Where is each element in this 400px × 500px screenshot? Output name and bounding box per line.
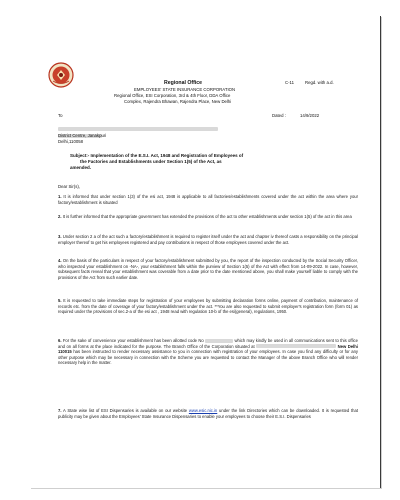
paragraph-7-number: 7. xyxy=(58,408,62,413)
paragraph-5 xyxy=(58,298,358,315)
esic-website-link[interactable]: www.esic.nic.in xyxy=(188,408,218,413)
paragraph-6-text-d: has been instructed to render necessary assistance to you in connection with registration of your employees. In case you find any difficulty or for any other purpose which may be necessary in connection with the Scheme you are requested to contact the Manager of the above Branch Office who will render necessary help in the matter. xyxy=(58,349,358,366)
paragraph-6-number: 6. xyxy=(58,338,62,343)
redacted-code-number xyxy=(205,339,233,343)
paragraph-3 xyxy=(58,234,358,245)
to-label: To xyxy=(58,113,63,118)
paragraph-2-number: 2. xyxy=(58,214,62,219)
subject-line-1: Subject:- Implementation of the E.S.I. Act, 1948 and Registration of Employees of xyxy=(70,153,244,158)
paragraph-4-number: 4. xyxy=(58,258,62,263)
paragraph-7-text-b: under the link Directories which can be downloaded. It is requested that publicity may be given about the Employees' State Insurance Dispensaries to enable your employees to choose their E.S.I. Dispensaries xyxy=(58,408,359,419)
address-line-2: Complex, Rajendra Bhawan, Rajendra Place, New Delhi xyxy=(124,99,232,104)
regd-label: Regd. with a.d. xyxy=(305,80,334,85)
paragraph-2 xyxy=(58,214,358,220)
paragraph-7 xyxy=(58,408,358,419)
dated-label: Dated : xyxy=(272,113,286,118)
addressee-city: Delhi,110058 xyxy=(58,139,84,144)
paragraph-4-text: On the basis of the particulars in respect of your factory/establishment submitted by you, the report of the inspection conducted by the Social Security Officer, who inspected your establishment on -NA-, your establishment falls within the purview of Section 1(5) of the Act with effect from 14-09-2022. In case, however, subsequent facts reveal that your establishment was coverable from a date prior to the date mentioned above, you shall make yourself liable to comply with the provisions of the Act from such earlier date. xyxy=(58,258,358,280)
paragraph-4 xyxy=(58,258,358,280)
paragraph-1-number: 1. xyxy=(58,194,62,199)
paragraph-1-text: It is informed that under section 1(3) of the esi act, 1948 is applicable to all factories/establishments covered under the act within the area where your factory/establishment is situated xyxy=(58,194,358,205)
paragraph-5-number: 5. xyxy=(58,298,62,303)
paragraph-6 xyxy=(58,338,358,366)
addressee-district: District Centre, Janakpuri xyxy=(58,133,107,138)
paragraph-5-text: It is requested to take immediate steps for registration of your employees by submitting declaration forms online, payment of contribution, maintenance of records etc. from the date of coverage of your factory/establishment under the act. **You are also requested to submit employer's registration form (form 01) as required under the provisions of sec.2-a of the esi act , 1948 read with regulation 10-b of the esi(general), regulations, 1950. xyxy=(58,298,358,315)
paragraph-2-text: It is further informed that the appropriate government has extended the provisions of the act to other establishments under section 1(5) of the act in this area xyxy=(62,214,352,219)
paragraph-6-text-b: which may kindly be used in all communications sent to this office and on all forms at the place indicated for the purpose. The Branch Office of the Corporation situated at xyxy=(58,338,358,349)
paragraph-6-text-a: For the sake of convenience your establishment has been allotted code No xyxy=(62,338,204,343)
paragraph-7-text-a: A State wise list of ESI Dispensaries is available on our website xyxy=(63,408,188,413)
office-title: Regional Office xyxy=(164,80,203,86)
subject-line-3: amended. xyxy=(70,164,92,170)
corporation-name: EMPLOYEES' STATE INSURANCE CORPORATION xyxy=(134,87,236,92)
address-line-1: Regional Office, ESI Corporation, 3rd & 4th Floor, DDA Office xyxy=(114,93,231,98)
salutation: Dear Sir(s), xyxy=(58,184,80,189)
esic-logo-icon xyxy=(48,62,74,88)
paragraph-1 xyxy=(58,194,358,205)
subject-line-2: the Factories and Establishments under Section 1(5) of the Act, as xyxy=(80,158,222,164)
form-code: C-11 xyxy=(285,80,294,85)
redacted-branch-address xyxy=(256,344,336,348)
paragraph-3-text: Under section 2 a of the act such a factory/establishment is required to register itself under the act and chapter iv thereof casts a responsibility on the principal employer thereof to get his employees registered and pay contributions in respect of those employees covered under the act. xyxy=(58,234,358,245)
paragraph-6-branch-city: New Delhi 110015 xyxy=(58,343,358,355)
dated-value: 14/9/2022 xyxy=(300,113,320,118)
paragraph-3-number: 3. xyxy=(58,234,62,239)
subject-block xyxy=(70,153,340,170)
